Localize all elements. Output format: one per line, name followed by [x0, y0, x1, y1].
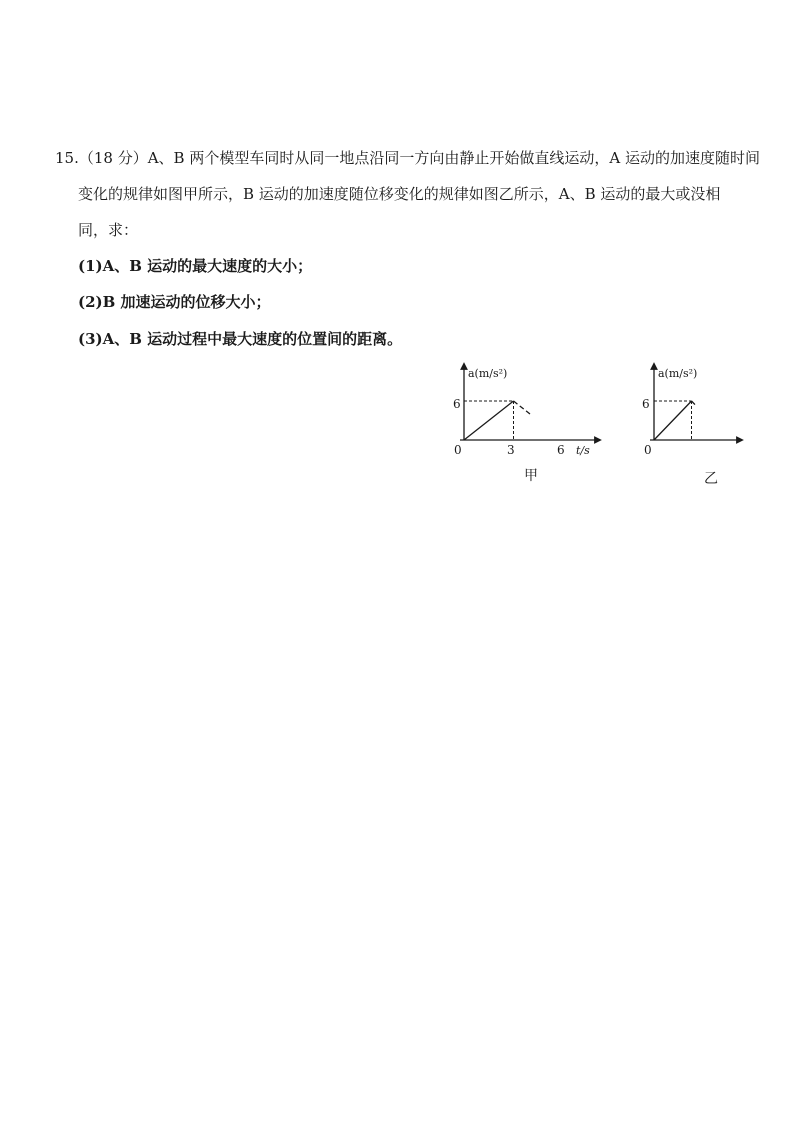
- figure-yi: [630, 360, 750, 460]
- x-tick-3: 3: [507, 443, 515, 457]
- sub-question-3: (3)A、B 运动过程中最大速度的位置间的距离。: [78, 330, 403, 348]
- caption-yi: 乙: [704, 471, 718, 487]
- y-axis-label: a(m/s²): [468, 367, 508, 380]
- question-line-2: 变化的规律如图甲所示，B 运动的加速度随位移变化的规律如图乙所示，A、B 运动的最大或没相: [78, 185, 721, 203]
- x-tick-6: 6: [557, 443, 565, 457]
- graph-yi: [630, 360, 750, 460]
- x-axis-label: t/s: [576, 444, 590, 457]
- sub-question-2: (2)B 加速运动的位移大小；: [78, 293, 271, 311]
- series-falling-segment: [692, 401, 696, 405]
- series-falling-segment: [514, 401, 531, 414]
- sub-question-1: (1)A、B 运动的最大速度的大小；: [78, 257, 313, 275]
- figure-jia: [440, 360, 610, 460]
- graph-jia: [440, 360, 610, 460]
- series-rising-segment: [464, 401, 514, 440]
- question-line-3: 同，求：: [78, 221, 139, 239]
- caption-jia: 甲: [524, 468, 538, 484]
- question-line-1: 15.（18 分）A、B 两个模型车同时从同一地点沿同一方向由静止开始做直线运动，A 运动的加速度随时间: [55, 149, 760, 167]
- y-tick-6: 6: [642, 397, 650, 411]
- y-tick-6: 6: [453, 397, 461, 411]
- y-axis-label: a(m/s²): [658, 367, 698, 380]
- origin-label: 0: [644, 443, 652, 457]
- origin-label: 0: [454, 443, 462, 457]
- series-rising-segment: [654, 401, 692, 440]
